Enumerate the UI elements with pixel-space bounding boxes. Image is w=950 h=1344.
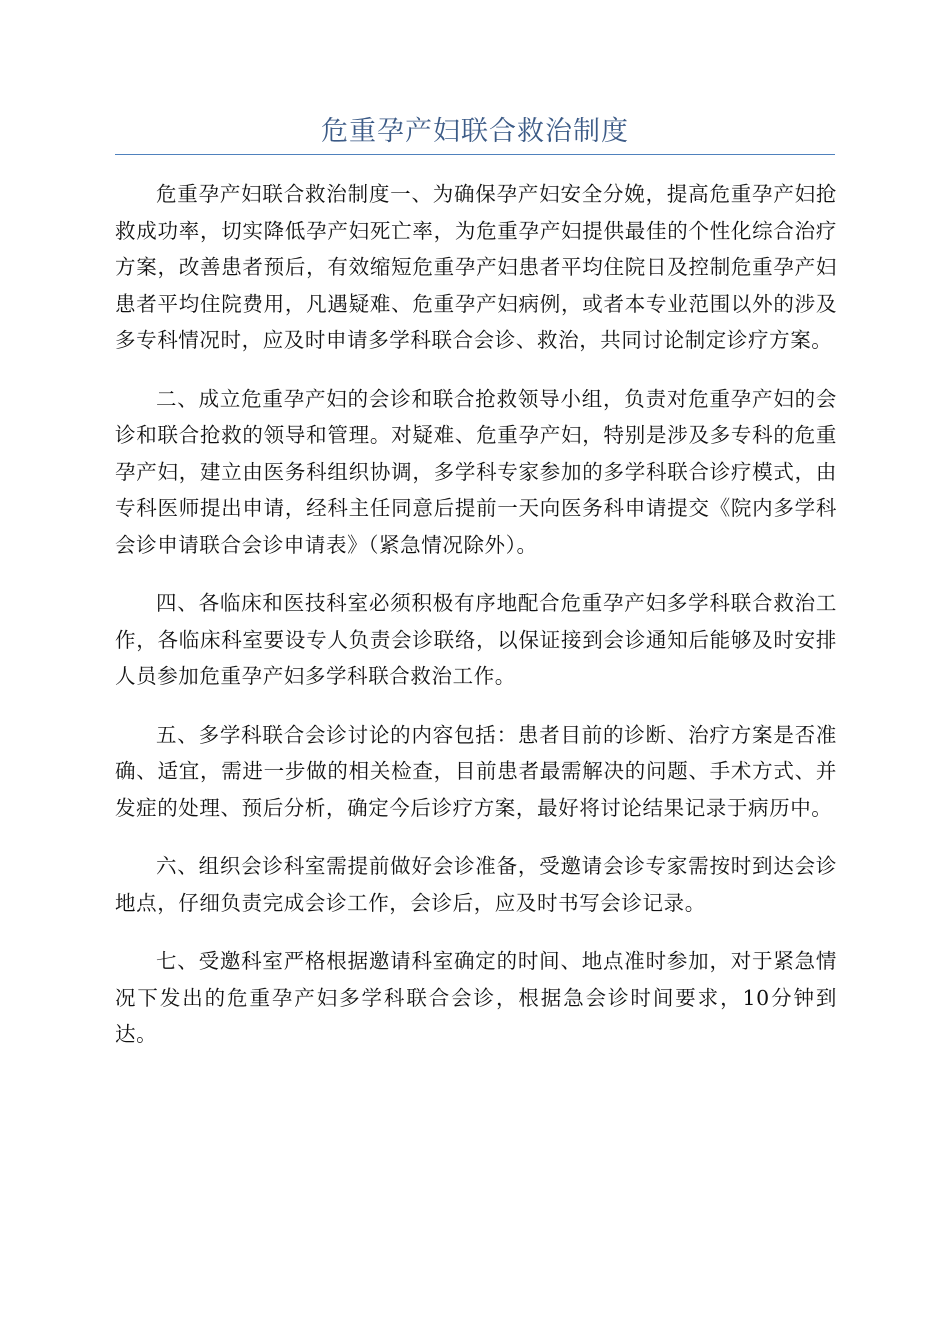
document-body bbox=[115, 176, 837, 1075]
paragraph-5: 五、多学科联合会诊讨论的内容包括：患者目前的诊断、治疗方案是否准确、适宜，需进一步做的相关检查，目前患者最需解决的问题、手术方式、并发症的处理、预后分析，确定今后诊疗方案，最好将讨论结果记录于病历中。 bbox=[115, 722, 837, 820]
title-underline bbox=[115, 154, 835, 155]
paragraph-7: 七、受邀科室严格根据邀请科室确定的时间、地点准时参加，对于紧急情况下发出的危重孕产妇多学科联合会诊，根据急会诊时间要求，10分钟到达。 bbox=[115, 949, 837, 1046]
paragraph-4: 四、各临床和医技科室必须积极有序地配合危重孕产妇多学科联合救治工作，各临床科室要设专人负责会诊联络，以保证接到会诊通知后能够及时安排人员参加危重孕产妇多学科联合救治工作。 bbox=[115, 591, 837, 688]
paragraph-2: 二、成立危重孕产妇的会诊和联合抢救领导小组，负责对危重孕产妇的会诊和联合抢救的领导和管理。对疑难、危重孕产妇，特别是涉及多专科的危重孕产妇，建立由医务科组织协调，多学科专家参加的多学科联合诊疗模式，由专科医师提出申请，经科主任同意后提前一天向医务科申请提交《院内多学科会诊申请联合会诊申请表》（紧急情况除外）。 bbox=[115, 386, 837, 557]
document-title: 危重孕产妇联合救治制度 bbox=[321, 116, 629, 147]
paragraph-1: 危重孕产妇联合救治制度一、为确保孕产妇安全分娩，提高危重孕产妇抢救成功率，切实降低孕产妇死亡率，为危重孕产妇提供最佳的个性化综合治疗方案，改善患者预后，有效缩短危重孕产妇患者平均住院日及控制危重孕产妇患者平均住院费用，凡遇疑难、危重孕产妇病例，或者本专业范围以外的涉及多专科情况时，应及时申请多学科联合会诊、救治，共同讨论制定诊疗方案。 bbox=[115, 182, 837, 352]
paragraph-6: 六、组织会诊科室需提前做好会诊准备，受邀请会诊专家需按时到达会诊地点，仔细负责完成会诊工作，会诊后，应及时书写会诊记录。 bbox=[115, 854, 837, 915]
